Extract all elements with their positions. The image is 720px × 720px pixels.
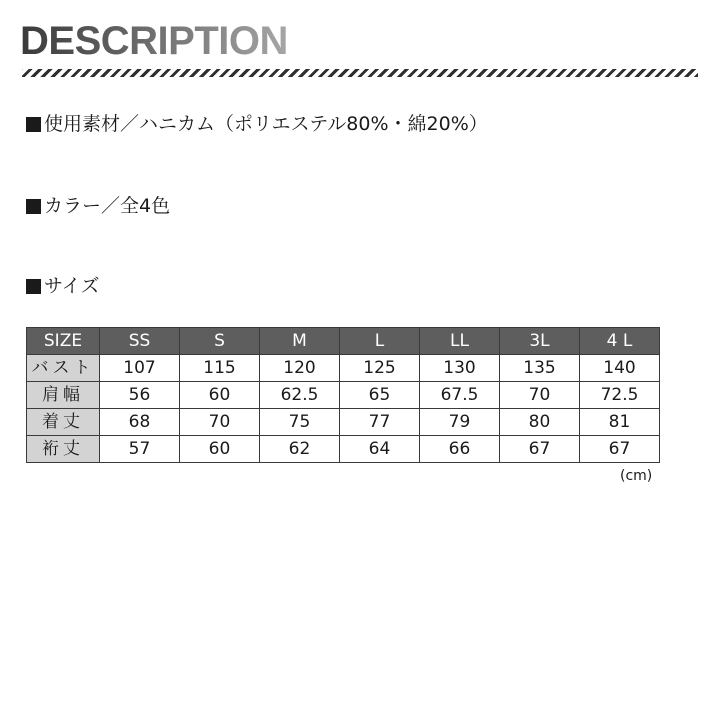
table-cell: 130 — [420, 355, 500, 382]
spec-size — [26, 274, 99, 298]
table-cell: 62 — [260, 436, 340, 463]
table-cell: 120 — [260, 355, 340, 382]
table-cell: 125 — [340, 355, 420, 382]
spec-size-text: サイズ — [44, 275, 100, 297]
unit-label: (cm) — [620, 468, 653, 484]
table-cell: 135 — [500, 355, 580, 382]
table-cell: 62.5 — [260, 382, 340, 409]
table-cell: 72.5 — [580, 382, 660, 409]
row-label-bust: バスト — [27, 355, 100, 382]
square-bullet-icon — [26, 117, 41, 132]
table-cell: 67.5 — [420, 382, 500, 409]
table-row — [27, 382, 660, 409]
table-cell: 66 — [420, 436, 500, 463]
table-cell: 70 — [500, 382, 580, 409]
square-bullet-icon — [26, 279, 41, 294]
table-cell: 140 — [580, 355, 660, 382]
table-cell: 80 — [500, 409, 580, 436]
table-cell: 115 — [180, 355, 260, 382]
row-label-shoulder: 肩幅 — [27, 382, 100, 409]
table-row — [27, 436, 660, 463]
header-cell-m: M — [260, 328, 340, 355]
table-cell: 67 — [580, 436, 660, 463]
table-cell: 79 — [420, 409, 500, 436]
header-cell-size: SIZE — [27, 328, 100, 355]
header-cell-ss: SS — [100, 328, 180, 355]
diagonal-stripe-divider — [22, 69, 698, 77]
description-heading: DESCRIPTION — [20, 16, 288, 66]
table-cell: 57 — [100, 436, 180, 463]
table-cell: 67 — [500, 436, 580, 463]
row-label-sleeve: 裄丈 — [27, 436, 100, 463]
size-table — [26, 327, 660, 463]
spec-material-text: 使用素材／ハニカム（ポリエステル80%・綿20%） — [44, 113, 488, 135]
table-cell: 70 — [180, 409, 260, 436]
size-header-row — [27, 328, 660, 355]
square-bullet-icon — [26, 199, 41, 214]
table-cell: 60 — [180, 382, 260, 409]
spec-color-text: カラー／全4色 — [44, 195, 171, 217]
table-cell: 60 — [180, 436, 260, 463]
table-cell: 81 — [580, 409, 660, 436]
table-cell: 75 — [260, 409, 340, 436]
table-cell: 68 — [100, 409, 180, 436]
table-row — [27, 355, 660, 382]
table-cell: 107 — [100, 355, 180, 382]
spec-color — [26, 194, 170, 218]
header-cell-4l: 4 L — [580, 328, 660, 355]
header-cell-3l: 3L — [500, 328, 580, 355]
row-label-length: 着丈 — [27, 409, 100, 436]
table-cell: 65 — [340, 382, 420, 409]
table-cell: 56 — [100, 382, 180, 409]
table-cell: 64 — [340, 436, 420, 463]
header-cell-l: L — [340, 328, 420, 355]
spec-material — [26, 112, 488, 136]
table-row — [27, 409, 660, 436]
table-cell: 77 — [340, 409, 420, 436]
header-cell-s: S — [180, 328, 260, 355]
header-cell-ll: LL — [420, 328, 500, 355]
